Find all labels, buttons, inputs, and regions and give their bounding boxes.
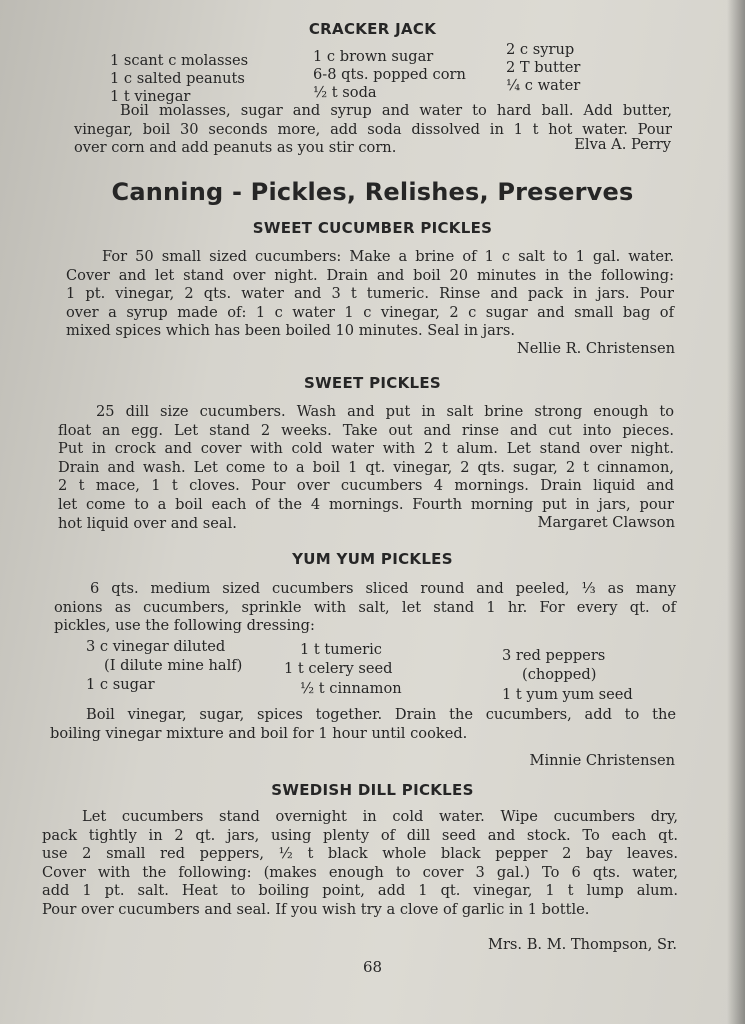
page-number: 68	[362, 958, 383, 976]
ingredient: 1 t vinegar	[110, 88, 191, 105]
text-line: over corn and add peanuts as you stir corn.	[74, 139, 397, 157]
ingredient: ¼ c water	[506, 77, 581, 94]
text-line: hot liquid over and seal.	[58, 514, 237, 532]
recipe-author: Elva A. Perry	[574, 136, 671, 153]
text-line: For 50 small sized cucumbers: Make a brine of 1 c salt to 1 gal. water.	[102, 248, 674, 265]
text-line: Cover with the following: (makes enough to cover 3 gal.) To 6 qts. water,	[42, 863, 678, 881]
text-line: Boil molasses, sugar and syrup and water to hard ball. Add butter,	[120, 102, 672, 119]
text-line: Let cucumbers stand overnight in cold water. Wipe cucumbers dry,	[82, 808, 678, 825]
ingredient: 1 t celery seed	[284, 660, 393, 677]
ingredient: ½ t cinnamon	[300, 680, 402, 697]
recipe-title-sweet-cucumber-pickles: SWEET CUCUMBER PICKLES	[252, 219, 493, 237]
text-line: 1 pt. vinegar, 2 qts. water and 3 t tumeric. Rinse and pack in jars. Pour	[66, 285, 674, 303]
text-line: Pour over cucumbers and seal. If you wish try a clove of garlic in 1 bottle.	[42, 900, 590, 918]
text-line: Cover and let stand over night. Drain and boil 20 minutes in the following:	[66, 266, 674, 284]
ingredient: (I dilute mine half)	[104, 657, 243, 674]
recipe-author: Margaret Clawson	[537, 514, 675, 531]
ingredient: 3 red peppers	[502, 647, 606, 664]
text-line: mixed spices which has been boiled 10 minutes. Seal in jars.	[66, 322, 515, 340]
recipe-directions	[50, 706, 676, 743]
recipe-directions	[42, 808, 678, 920]
ingredient: (chopped)	[522, 666, 597, 683]
recipe-author: Minnie Christensen	[529, 752, 675, 769]
ingredient: 1 t tumeric	[300, 641, 382, 658]
ingredient: 1 c salted peanuts	[110, 70, 245, 87]
text-line: vinegar, boil 30 seconds more, add soda dissolved in 1 t hot water. Pour	[74, 120, 672, 138]
text-line: 6 qts. medium sized cucumbers sliced round and peeled, ⅓ as many	[90, 580, 676, 597]
ingredient: 1 c brown sugar	[313, 48, 434, 65]
text-line: 25 dill size cucumbers. Wash and put in salt brine strong enough to	[96, 403, 674, 420]
recipe-title-swedish-dill-pickles: SWEDISH DILL PICKLES	[271, 781, 474, 799]
ingredient: 1 c sugar	[86, 676, 155, 693]
page-shadow	[727, 0, 745, 1024]
text-line: Drain and wash. Let come to a boil 1 qt. vinegar, 2 qts. sugar, 2 t cinnamon,	[58, 458, 674, 476]
recipe-title-sweet-pickles: SWEET PICKLES	[303, 374, 441, 392]
recipe-title-cracker-jack: CRACKER JACK	[308, 20, 437, 38]
text-line: pack tightly in 2 qt. jars, using plenty of dill seed and stock. To each qt.	[42, 826, 678, 844]
text-line: 2 t mace, 1 t cloves. Pour over cucumbers 4 mornings. Drain liquid and	[58, 477, 674, 495]
text-line: let come to a boil each of the 4 mornings. Fourth morning put in jars, pour	[58, 495, 674, 513]
text-line: boiling vinegar mixture and boil for 1 hour until cooked.	[50, 724, 468, 742]
ingredient: 2 c syrup	[506, 41, 575, 58]
text-line: pickles, use the following dressing:	[54, 617, 315, 635]
ingredient: ½ t soda	[313, 84, 377, 101]
text-line: over a syrup made of: 1 c water 1 c vinegar, 2 c sugar and small bag of	[66, 303, 674, 321]
text-line: Put in crock and cover with cold water with 2 t alum. Let stand over night.	[58, 440, 674, 458]
recipe-directions	[66, 248, 674, 341]
recipe-author: Nellie R. Christensen	[516, 340, 675, 357]
text-line: Boil vinegar, sugar, spices together. Drain the cucumbers, add to the	[86, 706, 676, 723]
ingredient: 1 t yum yum seed	[502, 686, 633, 703]
ingredient: 2 T butter	[506, 59, 581, 76]
text-line: float an egg. Let stand 2 weeks. Take out and rinse and cut into pieces.	[58, 421, 674, 439]
section-title: Canning - Pickles, Relishes, Preserves	[111, 178, 634, 206]
ingredient: 6-8 qts. popped corn	[313, 66, 466, 83]
recipe-title-yum-yum-pickles: YUM YUM PICKLES	[292, 550, 453, 568]
text-line: use 2 small red peppers, ½ t black whole black pepper 2 bay leaves.	[42, 845, 678, 863]
recipe-intro	[54, 580, 676, 636]
text-line: onions as cucumbers, sprinkle with salt, let stand 1 hr. For every qt. of	[54, 598, 676, 616]
text-line: add 1 pt. salt. Heat to boiling point, add 1 qt. vinegar, 1 t lump alum.	[42, 882, 678, 900]
recipe-author: Mrs. B. M. Thompson, Sr.	[488, 936, 677, 953]
ingredient: 1 scant c molasses	[110, 52, 249, 69]
ingredient: 3 c vinegar diluted	[86, 638, 226, 655]
